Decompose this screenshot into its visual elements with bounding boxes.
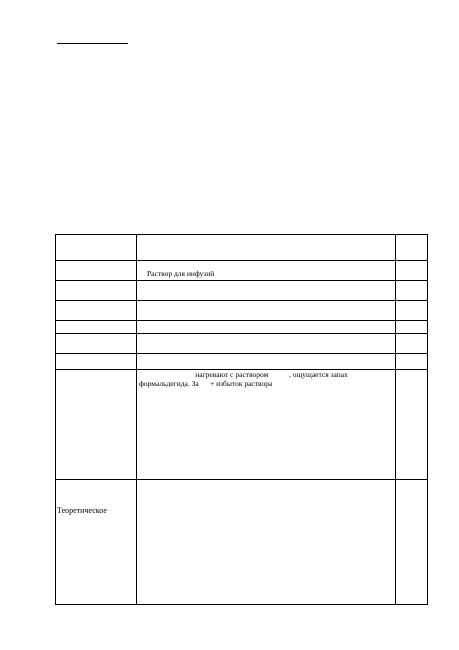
table-cell xyxy=(56,235,137,261)
table-cell xyxy=(396,261,428,281)
infusion-solution-text: Раствор для инфузий xyxy=(147,269,215,278)
top-underline-rule xyxy=(57,43,128,44)
table-cell xyxy=(137,480,396,605)
table-row xyxy=(56,235,428,261)
table-cell xyxy=(137,354,396,370)
table-row xyxy=(56,261,428,281)
table-cell xyxy=(396,235,428,261)
table-cell xyxy=(56,354,137,370)
table-row xyxy=(56,301,428,321)
table-cell xyxy=(137,370,396,480)
table-cell xyxy=(137,321,396,334)
table-row xyxy=(56,321,428,334)
table-cell xyxy=(137,235,396,261)
table-row xyxy=(56,334,428,354)
table-cell xyxy=(56,281,137,301)
table-cell xyxy=(137,301,396,321)
table-cell xyxy=(396,480,428,605)
table-cell xyxy=(56,480,137,605)
table-row xyxy=(56,370,428,480)
table-cell xyxy=(396,321,428,334)
table-cell xyxy=(56,334,137,354)
table-cell xyxy=(137,334,396,354)
table-cell xyxy=(396,301,428,321)
table-cell xyxy=(396,281,428,301)
reaction-text-line-2: формальдегида. За + избыток раствора xyxy=(139,379,273,388)
table-row xyxy=(56,480,428,605)
theoretical-label: Теоретическое xyxy=(57,506,107,515)
table-row xyxy=(56,281,428,301)
table-cell xyxy=(396,370,428,480)
table-cell xyxy=(396,354,428,370)
table-cell xyxy=(56,321,137,334)
table-cell xyxy=(56,261,137,281)
table-cell xyxy=(137,261,396,281)
table-cell xyxy=(137,281,396,301)
table-cell xyxy=(56,370,137,480)
table-cell xyxy=(396,334,428,354)
reaction-text-line-1: нагревают с раствором , ощущается запах xyxy=(139,370,348,379)
table-row xyxy=(56,354,428,370)
table-cell xyxy=(56,301,137,321)
document-table xyxy=(55,234,428,605)
